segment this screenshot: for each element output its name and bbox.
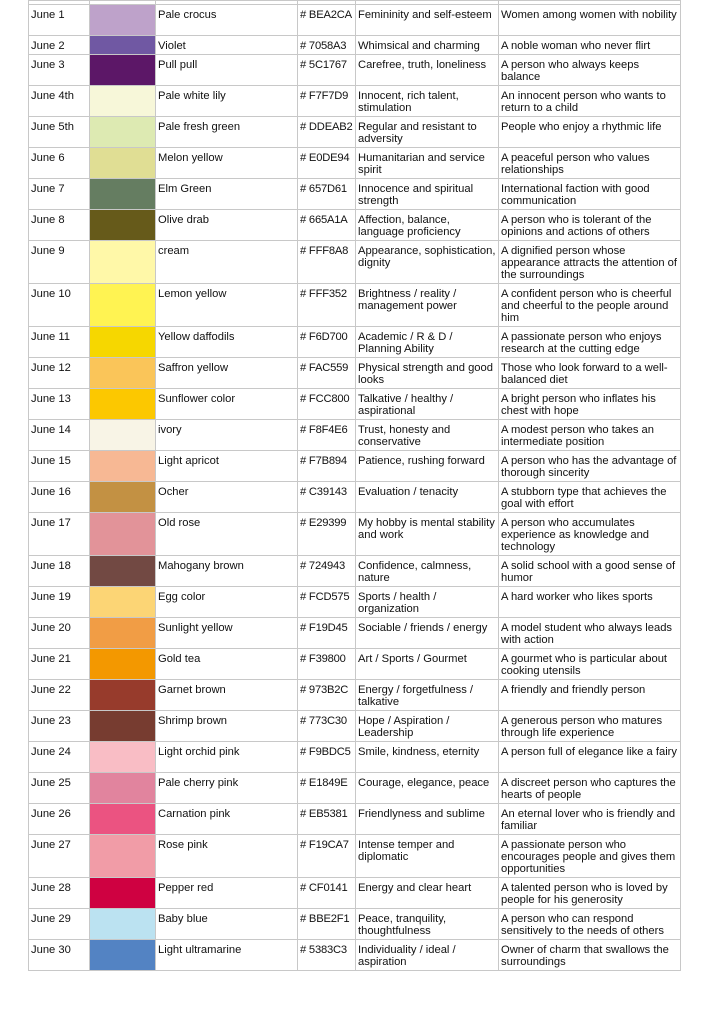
date-cell: June 15 [29, 451, 90, 482]
color-name-cell: Egg color [156, 587, 298, 618]
color-swatch [90, 649, 156, 680]
date-cell: June 14 [29, 420, 90, 451]
personality-cell: A person who always keeps balance [499, 55, 681, 86]
hex-code-cell: # 7058A3 [298, 36, 356, 55]
date-cell: June 3 [29, 55, 90, 86]
personality-cell: International faction with good communication [499, 179, 681, 210]
table-row [29, 940, 681, 971]
hex-code-cell: # BEA2CA [298, 5, 356, 36]
date-cell: June 22 [29, 680, 90, 711]
meaning-cell: Humanitarian and service spirit [356, 148, 499, 179]
date-cell: June 28 [29, 878, 90, 909]
meaning-cell: Appearance, sophistication, dignity [356, 241, 499, 284]
meaning-cell: Intense temper and diplomatic [356, 835, 499, 878]
meaning-cell: Hope / Aspiration / Leadership [356, 711, 499, 742]
table-row [29, 618, 681, 649]
color-swatch [90, 618, 156, 649]
hex-code-cell: # F7F7D9 [298, 86, 356, 117]
personality-cell: A bright person who inflates his chest with hope [499, 389, 681, 420]
date-cell: June 29 [29, 909, 90, 940]
personality-cell: A person who has the advantage of thorough sincerity [499, 451, 681, 482]
hex-code-cell: # E1849E [298, 773, 356, 804]
table-row [29, 327, 681, 358]
color-name-cell: Garnet brown [156, 680, 298, 711]
color-swatch [90, 587, 156, 618]
hex-code-cell: # F9BDC5 [298, 742, 356, 773]
personality-cell: A talented person who is loved by people for his generosity [499, 878, 681, 909]
meaning-cell: Academic / R & D / Planning Ability [356, 327, 499, 358]
hex-code-cell: # FFF352 [298, 284, 356, 327]
color-swatch [90, 556, 156, 587]
color-swatch [90, 835, 156, 878]
personality-cell: A model student who always leads with action [499, 618, 681, 649]
date-cell: June 25 [29, 773, 90, 804]
hex-code-cell: # FCD575 [298, 587, 356, 618]
date-cell: June 16 [29, 482, 90, 513]
hex-code-cell: # DDEAB2 [298, 117, 356, 148]
color-swatch [90, 358, 156, 389]
meaning-cell: Sociable / friends / energy [356, 618, 499, 649]
hex-code-cell: # E0DE94 [298, 148, 356, 179]
hex-code-cell: # EB5381 [298, 804, 356, 835]
meaning-cell: Friendlyness and sublime [356, 804, 499, 835]
date-cell: June 11 [29, 327, 90, 358]
date-cell: June 9 [29, 241, 90, 284]
date-cell: June 12 [29, 358, 90, 389]
color-swatch [90, 773, 156, 804]
color-name-cell: Gold tea [156, 649, 298, 680]
date-cell: June 27 [29, 835, 90, 878]
personality-cell: People who enjoy a rhythmic life [499, 117, 681, 148]
meaning-cell: Patience, rushing forward [356, 451, 499, 482]
date-cell: June 5th [29, 117, 90, 148]
color-name-cell: Sunflower color [156, 389, 298, 420]
table-row [29, 284, 681, 327]
color-swatch [90, 513, 156, 556]
color-name-cell: Carnation pink [156, 804, 298, 835]
table-row [29, 420, 681, 451]
date-cell: June 20 [29, 618, 90, 649]
hex-code-cell: # 5C1767 [298, 55, 356, 86]
table-row [29, 210, 681, 241]
hex-code-cell: # BBE2F1 [298, 909, 356, 940]
color-swatch [90, 878, 156, 909]
table-row [29, 117, 681, 148]
table-row [29, 451, 681, 482]
table-row [29, 148, 681, 179]
meaning-cell: Courage, elegance, peace [356, 773, 499, 804]
table-row [29, 742, 681, 773]
personality-cell: A passionate person who enjoys research at the cutting edge [499, 327, 681, 358]
hex-code-cell: # FAC559 [298, 358, 356, 389]
date-cell: June 24 [29, 742, 90, 773]
table-row [29, 55, 681, 86]
color-name-cell: Light ultramarine [156, 940, 298, 971]
hex-code-cell: # F39800 [298, 649, 356, 680]
table-row [29, 556, 681, 587]
color-swatch [90, 482, 156, 513]
meaning-cell: Whimsical and charming [356, 36, 499, 55]
personality-cell: An eternal lover who is friendly and familiar [499, 804, 681, 835]
personality-cell: A confident person who is cheerful and cheerful to the people around him [499, 284, 681, 327]
date-cell: June 23 [29, 711, 90, 742]
color-swatch [90, 804, 156, 835]
meaning-cell: Peace, tranquility, thoughtfulness [356, 909, 499, 940]
hex-code-cell: # FCC800 [298, 389, 356, 420]
color-swatch [90, 36, 156, 55]
date-cell: June 8 [29, 210, 90, 241]
meaning-cell: Confidence, calmness, nature [356, 556, 499, 587]
date-cell: June 18 [29, 556, 90, 587]
table-row [29, 680, 681, 711]
personality-cell: A noble woman who never flirt [499, 36, 681, 55]
color-name-cell: Pale white lily [156, 86, 298, 117]
color-swatch [90, 327, 156, 358]
date-cell: June 1 [29, 5, 90, 36]
date-cell: June 2 [29, 36, 90, 55]
meaning-cell: Trust, honesty and conservative [356, 420, 499, 451]
hex-code-cell: # CF0141 [298, 878, 356, 909]
table-row [29, 179, 681, 210]
date-cell: June 30 [29, 940, 90, 971]
color-name-cell: Pepper red [156, 878, 298, 909]
hex-code-cell: # F7B894 [298, 451, 356, 482]
personality-cell: Women among women with nobility [499, 5, 681, 36]
color-name-cell: Rose pink [156, 835, 298, 878]
personality-cell: A gourmet who is particular about cooking utensils [499, 649, 681, 680]
hex-code-cell: # F6D700 [298, 327, 356, 358]
personality-cell: A peaceful person who values relationships [499, 148, 681, 179]
table-row [29, 878, 681, 909]
color-name-cell: Olive drab [156, 210, 298, 241]
color-swatch [90, 241, 156, 284]
color-name-cell: Melon yellow [156, 148, 298, 179]
personality-cell: Owner of charm that swallows the surroundings [499, 940, 681, 971]
personality-cell: A discreet person who captures the hearts of people [499, 773, 681, 804]
meaning-cell: Physical strength and good looks [356, 358, 499, 389]
date-cell: June 21 [29, 649, 90, 680]
color-name-cell: Yellow daffodils [156, 327, 298, 358]
personality-cell: A stubborn type that achieves the goal with effort [499, 482, 681, 513]
table-row [29, 482, 681, 513]
hex-code-cell: # 657D61 [298, 179, 356, 210]
color-name-cell: Elm Green [156, 179, 298, 210]
color-name-cell: Mahogany brown [156, 556, 298, 587]
table-row [29, 241, 681, 284]
meaning-cell: Sports / health / organization [356, 587, 499, 618]
color-name-cell: Ocher [156, 482, 298, 513]
date-cell: June 19 [29, 587, 90, 618]
color-name-cell: Pull pull [156, 55, 298, 86]
hex-code-cell: # 665A1A [298, 210, 356, 241]
meaning-cell: Carefree, truth, loneliness [356, 55, 499, 86]
color-swatch [90, 117, 156, 148]
date-cell: June 4th [29, 86, 90, 117]
meaning-cell: Evaluation / tenacity [356, 482, 499, 513]
color-name-cell: Violet [156, 36, 298, 55]
personality-cell: A person full of elegance like a fairy [499, 742, 681, 773]
personality-cell: A solid school with a good sense of humor [499, 556, 681, 587]
color-swatch [90, 86, 156, 117]
meaning-cell: Energy and clear heart [356, 878, 499, 909]
color-swatch [90, 680, 156, 711]
meaning-cell: Talkative / healthy / aspirational [356, 389, 499, 420]
color-swatch [90, 5, 156, 36]
meaning-cell: Energy / forgetfulness / talkative [356, 680, 499, 711]
meaning-cell: Smile, kindness, eternity [356, 742, 499, 773]
personality-cell: A person who is tolerant of the opinions and actions of others [499, 210, 681, 241]
table-row [29, 5, 681, 36]
color-swatch [90, 420, 156, 451]
meaning-cell: Brightness / reality / management power [356, 284, 499, 327]
color-name-cell: ivory [156, 420, 298, 451]
table-row [29, 649, 681, 680]
color-name-cell: Light apricot [156, 451, 298, 482]
date-cell: June 6 [29, 148, 90, 179]
table-row [29, 587, 681, 618]
personality-cell: A dignified person whose appearance attracts the attention of the surroundings [499, 241, 681, 284]
color-name-cell: Sunlight yellow [156, 618, 298, 649]
color-swatch [90, 389, 156, 420]
hex-code-cell: # 5383C3 [298, 940, 356, 971]
personality-cell: A modest person who takes an intermediate position [499, 420, 681, 451]
color-name-cell: cream [156, 241, 298, 284]
meaning-cell: Femininity and self-esteem [356, 5, 499, 36]
date-cell: June 26 [29, 804, 90, 835]
table-row [29, 86, 681, 117]
color-swatch [90, 940, 156, 971]
table-row [29, 513, 681, 556]
meaning-cell: Innocence and spiritual strength [356, 179, 499, 210]
color-swatch [90, 742, 156, 773]
table-row [29, 835, 681, 878]
hex-code-cell: # 724943 [298, 556, 356, 587]
date-cell: June 7 [29, 179, 90, 210]
color-swatch [90, 284, 156, 327]
color-name-cell: Shrimp brown [156, 711, 298, 742]
color-name-cell: Light orchid pink [156, 742, 298, 773]
date-cell: June 13 [29, 389, 90, 420]
hex-code-cell: # F8F4E6 [298, 420, 356, 451]
table-row [29, 358, 681, 389]
date-cell: June 17 [29, 513, 90, 556]
table-body [29, 1, 681, 971]
personality-cell: Those who look forward to a well-balanced diet [499, 358, 681, 389]
hex-code-cell: # 773C30 [298, 711, 356, 742]
date-cell: June 10 [29, 284, 90, 327]
personality-cell: A passionate person who encourages people and gives them opportunities [499, 835, 681, 878]
personality-cell: A person who can respond sensitively to the needs of others [499, 909, 681, 940]
table-row [29, 804, 681, 835]
table-row [29, 909, 681, 940]
table-row [29, 36, 681, 55]
color-swatch [90, 179, 156, 210]
color-name-cell: Saffron yellow [156, 358, 298, 389]
hex-code-cell: # F19D45 [298, 618, 356, 649]
color-name-cell: Pale cherry pink [156, 773, 298, 804]
color-name-cell: Old rose [156, 513, 298, 556]
personality-cell: A friendly and friendly person [499, 680, 681, 711]
hex-code-cell: # 973B2C [298, 680, 356, 711]
personality-cell: A hard worker who likes sports [499, 587, 681, 618]
color-name-cell: Pale crocus [156, 5, 298, 36]
hex-code-cell: # E29399 [298, 513, 356, 556]
hex-code-cell: # F19CA7 [298, 835, 356, 878]
color-name-cell: Baby blue [156, 909, 298, 940]
meaning-cell: Affection, balance, language proficiency [356, 210, 499, 241]
personality-cell: An innocent person who wants to return to a child [499, 86, 681, 117]
meaning-cell: Art / Sports / Gourmet [356, 649, 499, 680]
table-row [29, 773, 681, 804]
meaning-cell: Innocent, rich talent, stimulation [356, 86, 499, 117]
meaning-cell: My hobby is mental stability and work [356, 513, 499, 556]
color-swatch [90, 148, 156, 179]
hex-code-cell: # FFF8A8 [298, 241, 356, 284]
color-swatch [90, 711, 156, 742]
color-name-cell: Pale fresh green [156, 117, 298, 148]
birthday-color-table [28, 0, 681, 971]
personality-cell: A person who accumulates experience as knowledge and technology [499, 513, 681, 556]
meaning-cell: Individuality / ideal / aspiration [356, 940, 499, 971]
color-swatch [90, 210, 156, 241]
color-name-cell: Lemon yellow [156, 284, 298, 327]
table-row [29, 711, 681, 742]
hex-code-cell: # C39143 [298, 482, 356, 513]
color-swatch [90, 909, 156, 940]
meaning-cell: Regular and resistant to adversity [356, 117, 499, 148]
color-swatch [90, 55, 156, 86]
color-swatch [90, 451, 156, 482]
table-row [29, 389, 681, 420]
personality-cell: A generous person who matures through life experience [499, 711, 681, 742]
